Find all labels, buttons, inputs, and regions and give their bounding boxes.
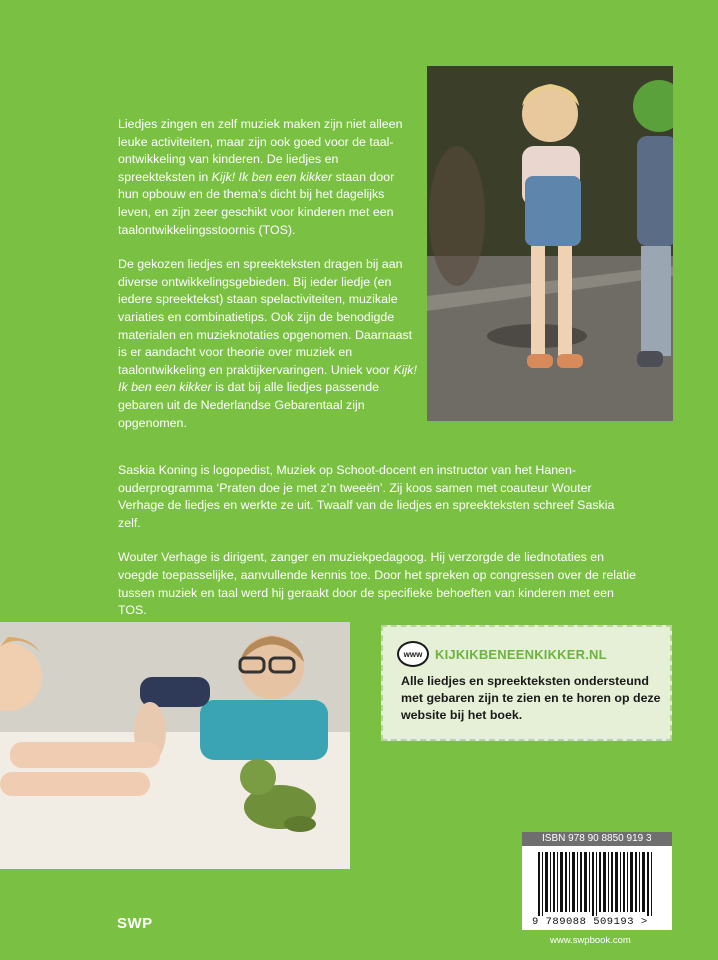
website-info-box xyxy=(381,625,672,741)
photo-children-table-frog xyxy=(0,622,350,869)
publisher-website[interactable]: www.swpbook.com xyxy=(550,935,631,946)
photo-children-playground xyxy=(427,66,673,421)
barcode xyxy=(522,832,672,930)
intro-paragraph-2: De gekozen liedjes en spreekteksten dragen bij aan diverse ontwikkelingsgebieden. Bij ieder liedje (en iedere spreektekst) staan spelactiviteiten, muzikale variaties en combinatietips. Ook zijn de benodigde materialen en muzieknotaties opgenomen. Daarnaast is er aandacht voor theorie over muziek en taalontwikkeling en praktijkervaringen. Uniek voor Kijk! Ik ben een kikker is dat bij alle liedjes passende gebaren uit de Nederlandse Gebarentaal zijn opgenomen. xyxy=(118,257,417,430)
intro-text xyxy=(118,116,418,449)
barcode-digits: 9 789088 509193 > xyxy=(532,916,648,928)
bio-wouter: Wouter Verhage is dirigent, zanger en muziekpedagoog. Hij verzorgde de liednotaties en voegde toepasselijke, aanvullende kennis toe. Door het spreken op congressen over de relatie tussen muziek en taal werd hij geraakt door de specifieke behoeften van kinderen met een TOS. xyxy=(118,550,636,618)
author-bio xyxy=(118,462,638,637)
website-link-row[interactable] xyxy=(397,641,607,667)
intro-paragraph-1: Liedjes zingen en zelf muziek maken zijn niet alleen leuke activiteiten, maar zijn ook goed voor de taalontwikkeling van kinderen. De liedjes en spreekteksten in Kijk! Ik ben een kikker staan door hun opbouw en de thema’s dicht bij het dagelijks leven, en zijn zeer geschikt voor kinderen met een taalontwikkelingsstoornis (TOS). xyxy=(118,117,403,237)
website-description: Alle liedjes en spreekteksten ondersteund met gebaren zijn te zien en te horen op deze website bij het boek. xyxy=(401,674,661,722)
isbn-number: ISBN 978 90 8850 919 3 xyxy=(522,832,672,846)
bio-saskia: Saskia Koning is logopedist, Muziek op Schoot-docent en instructor van het Hanen-ouderprogramma ‘Praten doe je met z’n tweeën’. Zij koos samen met coauteur Wouter Verhage de liedjes en werkte ze uit. Twaalf van de liedjes en spreekteksten schreef Saskia zelf. xyxy=(118,463,615,530)
website-url[interactable]: KIJKIKBENEENKIKKER.NL xyxy=(435,646,607,662)
publisher-logo: SWP xyxy=(117,915,153,932)
globe-icon: www xyxy=(397,641,429,667)
